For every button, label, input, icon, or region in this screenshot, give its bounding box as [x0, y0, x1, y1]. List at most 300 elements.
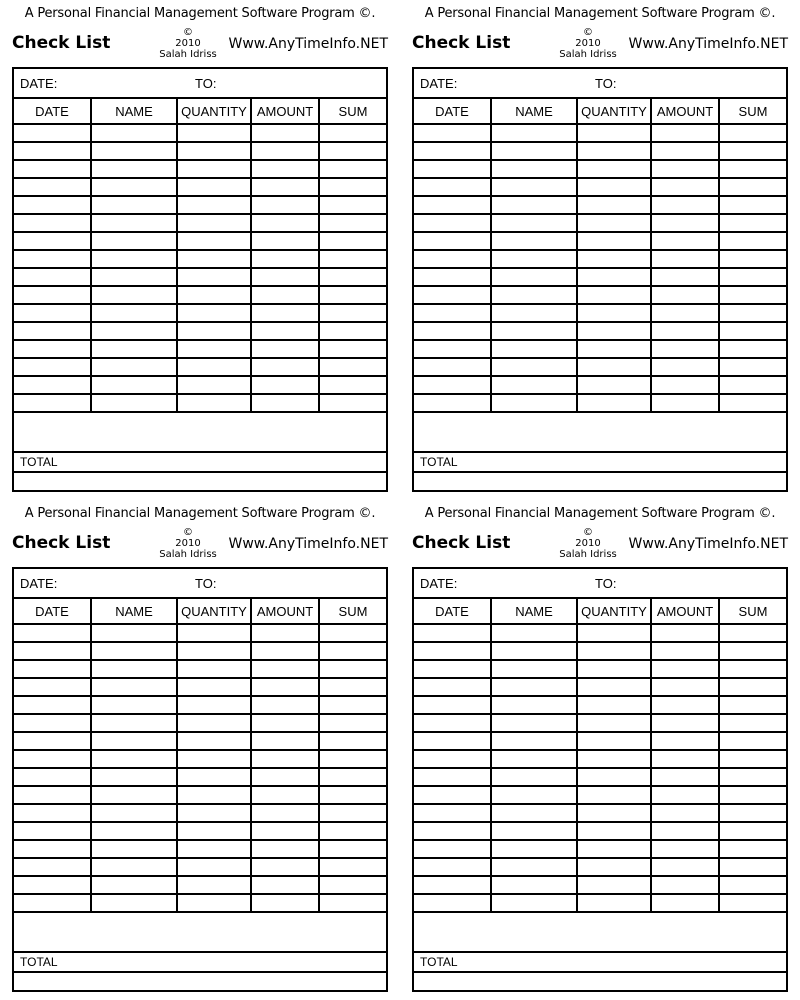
table-cell[interactable]	[719, 624, 786, 642]
table-cell[interactable]	[251, 178, 319, 196]
table-cell[interactable]	[577, 822, 651, 840]
table-cell[interactable]	[719, 786, 786, 804]
table-cell[interactable]	[651, 142, 719, 160]
table-cell[interactable]	[719, 678, 786, 696]
table-cell[interactable]	[577, 642, 651, 660]
table-cell[interactable]	[414, 714, 491, 732]
table-cell[interactable]	[719, 304, 786, 322]
table-cell[interactable]	[491, 142, 577, 160]
table-cell[interactable]	[491, 714, 577, 732]
table-cell[interactable]	[14, 894, 91, 912]
table-cell[interactable]	[414, 322, 491, 340]
table-cell[interactable]	[491, 876, 577, 894]
table-cell[interactable]	[177, 696, 251, 714]
table-cell[interactable]	[319, 376, 386, 394]
table-cell[interactable]	[251, 894, 319, 912]
table-cell[interactable]	[491, 768, 577, 786]
table-cell[interactable]	[177, 376, 251, 394]
table-cell[interactable]	[14, 750, 91, 768]
table-cell[interactable]	[491, 214, 577, 232]
table-cell[interactable]	[651, 340, 719, 358]
table-cell[interactable]	[91, 732, 177, 750]
table-cell[interactable]	[651, 268, 719, 286]
table-cell[interactable]	[319, 178, 386, 196]
table-cell[interactable]	[719, 750, 786, 768]
table-cell[interactable]	[177, 804, 251, 822]
table-cell[interactable]	[91, 376, 177, 394]
table-cell[interactable]	[719, 894, 786, 912]
table-cell[interactable]	[91, 660, 177, 678]
table-cell[interactable]	[651, 322, 719, 340]
table-cell[interactable]	[319, 268, 386, 286]
table-cell[interactable]	[414, 304, 491, 322]
table-cell[interactable]	[651, 786, 719, 804]
table-cell[interactable]	[414, 768, 491, 786]
table-cell[interactable]	[319, 124, 386, 142]
table-cell[interactable]	[414, 750, 491, 768]
table-cell[interactable]	[319, 160, 386, 178]
table-cell[interactable]	[91, 124, 177, 142]
table-cell[interactable]	[577, 340, 651, 358]
table-cell[interactable]	[491, 660, 577, 678]
table-cell[interactable]	[14, 268, 91, 286]
table-cell[interactable]	[177, 750, 251, 768]
table-cell[interactable]	[251, 642, 319, 660]
table-cell[interactable]	[91, 678, 177, 696]
table-cell[interactable]	[91, 304, 177, 322]
table-cell[interactable]	[414, 894, 491, 912]
table-cell[interactable]	[577, 268, 651, 286]
table-cell[interactable]	[719, 250, 786, 268]
table-cell[interactable]	[491, 250, 577, 268]
table-cell[interactable]	[319, 624, 386, 642]
table-cell[interactable]	[319, 678, 386, 696]
table-cell[interactable]	[251, 732, 319, 750]
table-cell[interactable]	[651, 376, 719, 394]
table-cell[interactable]	[319, 696, 386, 714]
table-cell[interactable]	[651, 358, 719, 376]
table-cell[interactable]	[251, 786, 319, 804]
table-cell[interactable]	[577, 124, 651, 142]
table-cell[interactable]	[651, 660, 719, 678]
table-cell[interactable]	[414, 286, 491, 304]
table-cell[interactable]	[651, 822, 719, 840]
table-cell[interactable]	[577, 624, 651, 642]
table-cell[interactable]	[491, 624, 577, 642]
table-cell[interactable]	[651, 678, 719, 696]
table-cell[interactable]	[577, 840, 651, 858]
table-cell[interactable]	[651, 642, 719, 660]
table-cell[interactable]	[577, 214, 651, 232]
table-cell[interactable]	[491, 804, 577, 822]
table-cell[interactable]	[719, 232, 786, 250]
table-cell[interactable]	[91, 142, 177, 160]
table-cell[interactable]	[177, 322, 251, 340]
table-cell[interactable]	[414, 804, 491, 822]
table-cell[interactable]	[251, 624, 319, 642]
table-cell[interactable]	[177, 678, 251, 696]
table-cell[interactable]	[91, 696, 177, 714]
table-cell[interactable]	[577, 696, 651, 714]
table-cell[interactable]	[414, 858, 491, 876]
table-cell[interactable]	[319, 714, 386, 732]
table-cell[interactable]	[14, 696, 91, 714]
table-cell[interactable]	[251, 376, 319, 394]
table-cell[interactable]	[491, 822, 577, 840]
table-cell[interactable]	[651, 250, 719, 268]
table-cell[interactable]	[177, 250, 251, 268]
table-cell[interactable]	[491, 840, 577, 858]
table-cell[interactable]	[719, 394, 786, 412]
table-cell[interactable]	[414, 268, 491, 286]
table-cell[interactable]	[319, 232, 386, 250]
table-cell[interactable]	[251, 250, 319, 268]
table-cell[interactable]	[14, 786, 91, 804]
table-cell[interactable]	[14, 304, 91, 322]
table-cell[interactable]	[14, 732, 91, 750]
table-cell[interactable]	[177, 394, 251, 412]
table-cell[interactable]	[177, 858, 251, 876]
table-cell[interactable]	[177, 822, 251, 840]
table-cell[interactable]	[91, 394, 177, 412]
table-cell[interactable]	[414, 358, 491, 376]
table-cell[interactable]	[14, 340, 91, 358]
table-cell[interactable]	[177, 214, 251, 232]
table-cell[interactable]	[177, 268, 251, 286]
table-cell[interactable]	[491, 286, 577, 304]
table-cell[interactable]	[651, 768, 719, 786]
table-cell[interactable]	[251, 214, 319, 232]
table-cell[interactable]	[319, 732, 386, 750]
table-cell[interactable]	[319, 304, 386, 322]
table-cell[interactable]	[719, 376, 786, 394]
table-cell[interactable]	[91, 268, 177, 286]
table-cell[interactable]	[414, 732, 491, 750]
table-cell[interactable]	[177, 304, 251, 322]
table-cell[interactable]	[14, 124, 91, 142]
table-cell[interactable]	[491, 178, 577, 196]
table-cell[interactable]	[14, 214, 91, 232]
table-cell[interactable]	[577, 160, 651, 178]
table-cell[interactable]	[491, 160, 577, 178]
table-cell[interactable]	[719, 822, 786, 840]
table-cell[interactable]	[91, 858, 177, 876]
table-cell[interactable]	[719, 268, 786, 286]
table-cell[interactable]	[319, 214, 386, 232]
table-cell[interactable]	[251, 714, 319, 732]
table-cell[interactable]	[177, 840, 251, 858]
table-cell[interactable]	[177, 624, 251, 642]
table-cell[interactable]	[177, 124, 251, 142]
table-cell[interactable]	[319, 822, 386, 840]
table-cell[interactable]	[414, 340, 491, 358]
table-cell[interactable]	[177, 768, 251, 786]
table-cell[interactable]	[651, 876, 719, 894]
table-cell[interactable]	[577, 858, 651, 876]
table-cell[interactable]	[14, 858, 91, 876]
table-cell[interactable]	[91, 894, 177, 912]
table-cell[interactable]	[577, 178, 651, 196]
table-cell[interactable]	[319, 660, 386, 678]
table-cell[interactable]	[577, 196, 651, 214]
table-cell[interactable]	[319, 196, 386, 214]
table-cell[interactable]	[319, 286, 386, 304]
table-cell[interactable]	[719, 840, 786, 858]
table-cell[interactable]	[414, 160, 491, 178]
table-cell[interactable]	[719, 696, 786, 714]
table-cell[interactable]	[14, 196, 91, 214]
table-cell[interactable]	[719, 876, 786, 894]
table-cell[interactable]	[719, 732, 786, 750]
table-cell[interactable]	[491, 268, 577, 286]
table-cell[interactable]	[91, 178, 177, 196]
table-cell[interactable]	[319, 804, 386, 822]
table-cell[interactable]	[177, 340, 251, 358]
table-cell[interactable]	[14, 394, 91, 412]
table-cell[interactable]	[651, 714, 719, 732]
table-cell[interactable]	[414, 232, 491, 250]
table-cell[interactable]	[251, 840, 319, 858]
table-cell[interactable]	[651, 840, 719, 858]
table-cell[interactable]	[177, 178, 251, 196]
table-cell[interactable]	[719, 358, 786, 376]
table-cell[interactable]	[177, 714, 251, 732]
table-cell[interactable]	[414, 696, 491, 714]
table-cell[interactable]	[491, 894, 577, 912]
table-cell[interactable]	[319, 858, 386, 876]
table-cell[interactable]	[491, 696, 577, 714]
table-cell[interactable]	[719, 714, 786, 732]
table-cell[interactable]	[91, 322, 177, 340]
table-cell[interactable]	[719, 214, 786, 232]
table-cell[interactable]	[577, 232, 651, 250]
table-cell[interactable]	[577, 750, 651, 768]
table-cell[interactable]	[91, 340, 177, 358]
table-cell[interactable]	[91, 876, 177, 894]
table-cell[interactable]	[319, 142, 386, 160]
table-cell[interactable]	[319, 750, 386, 768]
table-cell[interactable]	[91, 250, 177, 268]
table-cell[interactable]	[491, 642, 577, 660]
table-cell[interactable]	[414, 376, 491, 394]
table-cell[interactable]	[651, 304, 719, 322]
table-cell[interactable]	[177, 358, 251, 376]
table-cell[interactable]	[14, 768, 91, 786]
table-cell[interactable]	[491, 858, 577, 876]
table-cell[interactable]	[251, 660, 319, 678]
table-cell[interactable]	[414, 196, 491, 214]
table-cell[interactable]	[91, 804, 177, 822]
table-cell[interactable]	[177, 196, 251, 214]
table-cell[interactable]	[251, 322, 319, 340]
table-cell[interactable]	[491, 358, 577, 376]
table-cell[interactable]	[491, 786, 577, 804]
table-cell[interactable]	[577, 304, 651, 322]
table-cell[interactable]	[414, 178, 491, 196]
table-cell[interactable]	[251, 394, 319, 412]
table-cell[interactable]	[651, 804, 719, 822]
table-cell[interactable]	[14, 714, 91, 732]
table-cell[interactable]	[414, 624, 491, 642]
table-cell[interactable]	[319, 894, 386, 912]
table-cell[interactable]	[719, 286, 786, 304]
table-cell[interactable]	[91, 160, 177, 178]
table-cell[interactable]	[319, 358, 386, 376]
table-cell[interactable]	[177, 894, 251, 912]
table-cell[interactable]	[14, 232, 91, 250]
table-cell[interactable]	[251, 124, 319, 142]
table-cell[interactable]	[719, 196, 786, 214]
table-cell[interactable]	[577, 250, 651, 268]
table-cell[interactable]	[91, 214, 177, 232]
table-cell[interactable]	[319, 340, 386, 358]
table-cell[interactable]	[177, 286, 251, 304]
table-cell[interactable]	[319, 322, 386, 340]
table-cell[interactable]	[651, 696, 719, 714]
table-cell[interactable]	[91, 822, 177, 840]
table-cell[interactable]	[577, 894, 651, 912]
table-cell[interactable]	[14, 678, 91, 696]
table-cell[interactable]	[577, 358, 651, 376]
table-cell[interactable]	[251, 696, 319, 714]
table-cell[interactable]	[251, 268, 319, 286]
table-cell[interactable]	[14, 376, 91, 394]
table-cell[interactable]	[577, 376, 651, 394]
table-cell[interactable]	[414, 678, 491, 696]
table-cell[interactable]	[91, 840, 177, 858]
table-cell[interactable]	[14, 250, 91, 268]
table-cell[interactable]	[14, 840, 91, 858]
table-cell[interactable]	[651, 124, 719, 142]
table-cell[interactable]	[414, 822, 491, 840]
table-cell[interactable]	[91, 786, 177, 804]
table-cell[interactable]	[251, 822, 319, 840]
table-cell[interactable]	[251, 196, 319, 214]
table-cell[interactable]	[491, 304, 577, 322]
table-cell[interactable]	[651, 624, 719, 642]
table-cell[interactable]	[414, 840, 491, 858]
table-cell[interactable]	[14, 160, 91, 178]
table-cell[interactable]	[491, 196, 577, 214]
table-cell[interactable]	[651, 214, 719, 232]
table-cell[interactable]	[177, 660, 251, 678]
table-cell[interactable]	[251, 358, 319, 376]
table-cell[interactable]	[577, 322, 651, 340]
table-cell[interactable]	[91, 624, 177, 642]
table-cell[interactable]	[251, 304, 319, 322]
table-cell[interactable]	[577, 732, 651, 750]
table-cell[interactable]	[719, 858, 786, 876]
table-cell[interactable]	[577, 678, 651, 696]
table-cell[interactable]	[651, 286, 719, 304]
table-cell[interactable]	[719, 124, 786, 142]
table-cell[interactable]	[491, 232, 577, 250]
table-cell[interactable]	[14, 642, 91, 660]
table-cell[interactable]	[14, 322, 91, 340]
table-cell[interactable]	[251, 750, 319, 768]
table-cell[interactable]	[177, 142, 251, 160]
table-cell[interactable]	[719, 142, 786, 160]
table-cell[interactable]	[177, 160, 251, 178]
table-cell[interactable]	[577, 286, 651, 304]
table-cell[interactable]	[577, 142, 651, 160]
table-cell[interactable]	[651, 160, 719, 178]
table-cell[interactable]	[251, 232, 319, 250]
table-cell[interactable]	[319, 786, 386, 804]
table-cell[interactable]	[251, 858, 319, 876]
table-cell[interactable]	[577, 876, 651, 894]
table-cell[interactable]	[577, 714, 651, 732]
table-cell[interactable]	[14, 876, 91, 894]
table-cell[interactable]	[91, 714, 177, 732]
table-cell[interactable]	[414, 786, 491, 804]
table-cell[interactable]	[319, 250, 386, 268]
table-cell[interactable]	[491, 732, 577, 750]
table-cell[interactable]	[91, 196, 177, 214]
table-cell[interactable]	[177, 786, 251, 804]
table-cell[interactable]	[719, 804, 786, 822]
table-cell[interactable]	[491, 750, 577, 768]
table-cell[interactable]	[414, 124, 491, 142]
table-cell[interactable]	[251, 340, 319, 358]
table-cell[interactable]	[319, 876, 386, 894]
table-cell[interactable]	[177, 876, 251, 894]
table-cell[interactable]	[491, 394, 577, 412]
table-cell[interactable]	[14, 358, 91, 376]
table-cell[interactable]	[91, 750, 177, 768]
table-cell[interactable]	[251, 160, 319, 178]
table-cell[interactable]	[251, 876, 319, 894]
table-cell[interactable]	[651, 732, 719, 750]
table-cell[interactable]	[14, 822, 91, 840]
table-cell[interactable]	[491, 322, 577, 340]
table-cell[interactable]	[251, 678, 319, 696]
table-cell[interactable]	[719, 340, 786, 358]
table-cell[interactable]	[577, 660, 651, 678]
table-cell[interactable]	[577, 786, 651, 804]
table-cell[interactable]	[251, 286, 319, 304]
table-cell[interactable]	[491, 376, 577, 394]
table-cell[interactable]	[414, 876, 491, 894]
table-cell[interactable]	[177, 732, 251, 750]
table-cell[interactable]	[414, 250, 491, 268]
table-cell[interactable]	[491, 340, 577, 358]
table-cell[interactable]	[14, 624, 91, 642]
table-cell[interactable]	[491, 678, 577, 696]
table-cell[interactable]	[319, 768, 386, 786]
table-cell[interactable]	[91, 286, 177, 304]
table-cell[interactable]	[491, 124, 577, 142]
table-cell[interactable]	[651, 196, 719, 214]
table-cell[interactable]	[577, 394, 651, 412]
table-cell[interactable]	[414, 142, 491, 160]
table-cell[interactable]	[651, 894, 719, 912]
table-cell[interactable]	[14, 286, 91, 304]
table-cell[interactable]	[651, 750, 719, 768]
table-cell[interactable]	[91, 232, 177, 250]
table-cell[interactable]	[414, 642, 491, 660]
table-cell[interactable]	[91, 768, 177, 786]
table-cell[interactable]	[577, 768, 651, 786]
table-cell[interactable]	[319, 840, 386, 858]
table-cell[interactable]	[91, 358, 177, 376]
table-cell[interactable]	[251, 142, 319, 160]
table-cell[interactable]	[177, 232, 251, 250]
table-cell[interactable]	[719, 660, 786, 678]
table-cell[interactable]	[414, 660, 491, 678]
table-cell[interactable]	[14, 178, 91, 196]
table-cell[interactable]	[651, 858, 719, 876]
